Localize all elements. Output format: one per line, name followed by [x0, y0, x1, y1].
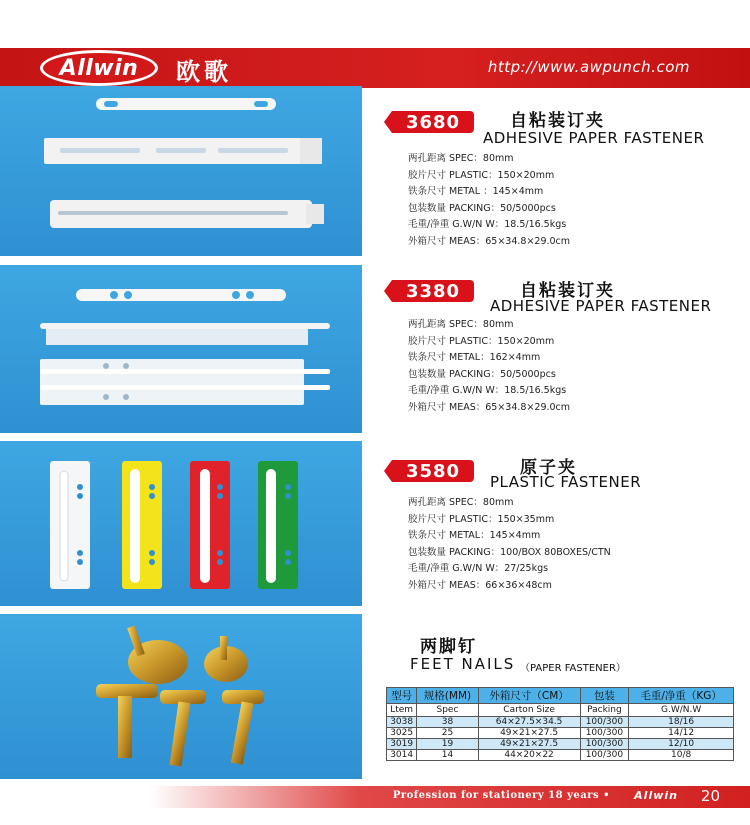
table-cell: 10/8 — [629, 750, 734, 761]
website-url: http://www.awpunch.com — [487, 58, 690, 76]
table-header-cell: Spec — [417, 704, 478, 717]
table-header-cell: 外箱尺寸（CM） — [478, 688, 580, 704]
product-name-en-3380: ADHESIVE PAPER FASTENER — [490, 297, 712, 315]
spec-line: 两孔距离 SPEC：80mm — [408, 153, 514, 164]
spec-line: 外箱尺寸 MEAS：65×34.8×29.0cm — [408, 401, 571, 413]
nail-1 — [127, 626, 188, 684]
footer-brand: Allwin — [634, 789, 678, 802]
spec-line: 外箱尺寸 MEAS：66×36×48cm — [408, 579, 552, 591]
table-cell: 49×21×27.5 — [478, 728, 580, 739]
nail-5 — [222, 690, 264, 765]
table-row — [387, 728, 734, 739]
logo-text: Allwin — [59, 55, 139, 81]
footer-slogan: Profession for stationery 18 years • — [392, 790, 610, 801]
spec-list-3580 — [408, 495, 611, 594]
nail-4 — [160, 690, 206, 767]
table-header-cell: 型号 — [387, 688, 417, 704]
nail-3 — [96, 684, 158, 758]
table-cell: 64×27.5×34.5 — [478, 717, 580, 728]
product-name-cn-3680: 自粘装订夹 — [510, 111, 605, 131]
fastener-3380-image — [0, 265, 362, 433]
table-row — [387, 739, 734, 750]
table-cell: 100/300 — [580, 750, 629, 761]
product-name-cn-3380: 自粘装订夹 — [520, 281, 615, 301]
spec-line: 包装数量 PACKING：100/BOX 80BOXES/CTN — [408, 546, 611, 558]
product-photo-3580 — [0, 441, 362, 606]
product-code-3680: 3680 — [392, 111, 474, 133]
brand-cn: 欧歌 — [176, 58, 232, 86]
product-name-en-3680: ADHESIVE PAPER FASTENER — [483, 129, 705, 147]
table-header-cell: Carton Size — [478, 704, 580, 717]
product-name-en-3580: PLASTIC FASTENER — [490, 473, 642, 491]
product-name-cn-feet-nails: 两脚钉 — [420, 637, 477, 657]
yellow-fastener — [122, 461, 162, 589]
table-header-cn — [387, 688, 734, 704]
product-photo-feet-nails — [0, 614, 362, 779]
product-photo-3680 — [0, 86, 362, 256]
product-photo-3380 — [0, 265, 362, 433]
table-header-en — [387, 704, 734, 717]
table-row — [387, 750, 734, 761]
table-header-cell: 规格(MM) — [417, 688, 478, 704]
table-cell: 3019 — [387, 739, 417, 750]
table-cell: 100/300 — [580, 739, 629, 750]
table-cell: 12/10 — [629, 739, 734, 750]
table-cell: 3038 — [387, 717, 417, 728]
green-fastener — [258, 461, 298, 589]
fastener-3680-image — [0, 86, 362, 256]
footer-bar — [150, 786, 750, 808]
table-row — [387, 717, 734, 728]
nail-2 — [204, 636, 248, 682]
table-cell: 44×20×22 — [478, 750, 580, 761]
table-cell: 100/300 — [580, 728, 629, 739]
spec-line: 包装数量 PACKING：50/5000pcs — [408, 202, 556, 214]
white-fastener — [50, 461, 90, 589]
product-code-3380: 3380 — [392, 280, 474, 302]
table-cell: 14 — [417, 750, 478, 761]
spec-line: 铁条尺寸 METAL ：145×4mm — [408, 186, 544, 197]
spec-line: 铁条尺寸 METAL：145×4mm — [408, 530, 541, 541]
table-cell: 38 — [417, 717, 478, 728]
spec-line: 毛重/净重 G.W/N W：27/25kgs — [408, 563, 549, 574]
table-cell: 14/12 — [629, 728, 734, 739]
spec-line: 两孔距离 SPEC：80mm — [408, 497, 514, 508]
table-cell: 19 — [417, 739, 478, 750]
feet-nails-image — [0, 614, 362, 779]
table-cell: 100/300 — [580, 717, 629, 728]
spec-line: 外箱尺寸 MEAS：65×34.8×29.0cm — [408, 235, 571, 247]
spec-line: 胶片尺寸 PLASTIC：150×20mm — [408, 169, 555, 181]
spec-line: 毛重/净重 G.W/N W：18.5/16.5kgs — [408, 219, 567, 230]
table-header-cell: G.W/N.W — [629, 704, 734, 717]
table-cell: 3014 — [387, 750, 417, 761]
spec-line: 毛重/净重 G.W/N W：18.5/16.5kgs — [408, 385, 567, 396]
spec-line: 包装数量 PACKING：50/5000pcs — [408, 368, 556, 380]
spec-line: 铁条尺寸 METAL：162×4mm — [408, 352, 541, 363]
spec-line: 胶片尺寸 PLASTIC：150×35mm — [408, 513, 555, 525]
red-fastener — [190, 461, 230, 589]
allwin-logo — [40, 50, 158, 86]
spec-line: 胶片尺寸 PLASTIC：150×20mm — [408, 335, 555, 347]
product-name-cn-3580: 原子夹 — [520, 458, 577, 478]
product-name-en-feet-nails: FEET NAILS — [410, 655, 516, 673]
fastener-3580-image — [0, 441, 362, 606]
spec-list-3380 — [408, 317, 570, 416]
table-cell: 49×21×27.5 — [478, 739, 580, 750]
feet-nails-spec-table — [386, 687, 734, 761]
table-cell: 25 — [417, 728, 478, 739]
table-header-cell: 毛重/净重（KG） — [629, 688, 734, 704]
table-header-cell: 包装 — [580, 688, 629, 704]
product-note-feet-nails: （PAPER FASTENER） — [520, 663, 626, 674]
page-number: 20 — [700, 787, 720, 805]
table-cell: 3025 — [387, 728, 417, 739]
spec-list-3680 — [408, 151, 570, 250]
table-header-cell: Packing — [580, 704, 629, 717]
table-cell: 18/16 — [629, 717, 734, 728]
table-header-cell: Ltem — [387, 704, 417, 717]
spec-line: 两孔距离 SPEC：80mm — [408, 319, 514, 330]
product-code-3580: 3580 — [392, 460, 474, 482]
